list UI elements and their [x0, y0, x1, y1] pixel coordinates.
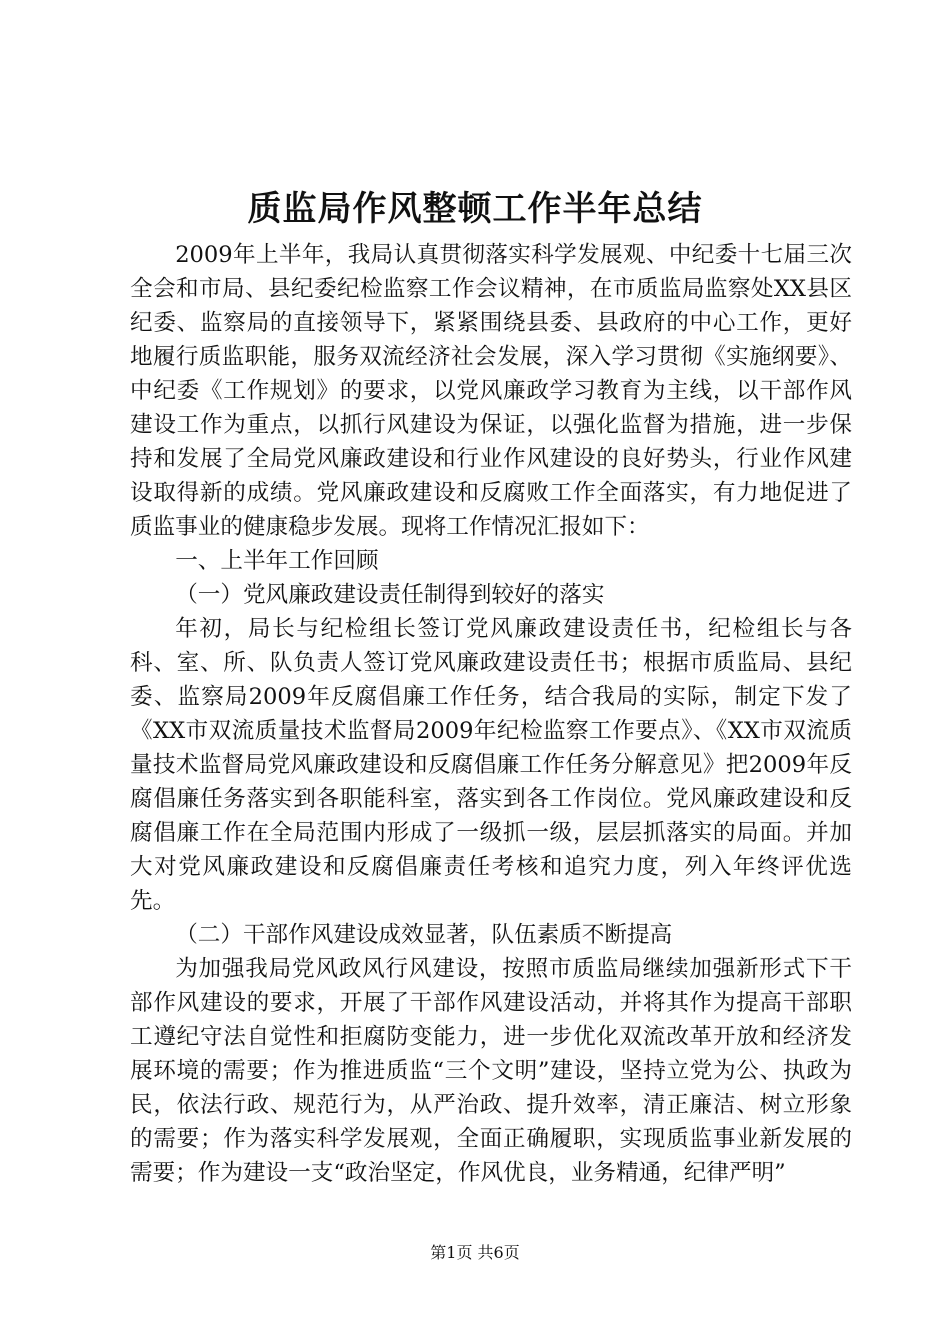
document-body — [130, 238, 852, 1190]
paragraph-responsibility: 年初，局长与纪检组长签订党风廉政建设责任书，纪检组长与各科、室、所、队负责人签订党风廉政建设责任书；根据市质监局、县纪委、监察局2009年反腐倡廉工作任务，结合我局的实际，制定下发了《XX市双流质量技术监督局2009年纪检监察工作要点》、《XX市双流质量技术监督局党风廉政建设和反腐倡廉工作任务分解意见》把2009年反腐倡廉任务落实到各职能科室，落实到各工作岗位。党风廉政建设和反腐倡廉工作在全局范围内形成了一级抓一级，层层抓落实的局面。并加大对党风廉政建设和反腐倡廉责任考核和追究力度，列入年终评优选先。 — [130, 616, 852, 914]
page-footer: 第1页 共6页 — [430, 1243, 520, 1262]
document-title: 质监局作风整顿工作半年总结 — [247, 189, 703, 229]
section-heading-review: 一、上半年工作回顾 — [175, 548, 379, 574]
paragraph-intro: 2009年上半年，我局认真贯彻落实科学发展观、中纪委十七届三次全会和市局、县纪委纪检监察工作会议精神，在市质监局监察处XX县区纪委、监察局的直接领导下，紧紧围绕县委、县政府的中心工作，更好地履行质监职能，服务双流经济社会发展，深入学习贯彻《实施纲要》、中纪委《工作规划》的要求，以党风廉政学习教育为主线，以干部作风建设工作为重点，以抓行风建设为保证，以强化监督为措施，进一步保持和发展了全局党风廉政建设和行业作风建设的良好势头，行业作风建设取得新的成绩。党风廉政建设和反腐败工作全面落实，有力地促进了质监事业的健康稳步发展。现将工作情况汇报如下： — [130, 242, 852, 540]
subsection-heading-cadre-style: （二）干部作风建设成效显著，队伍素质不断提高 — [175, 922, 673, 948]
subsection-heading-responsibility: （一）党风廉政建设责任制得到较好的落实 — [175, 582, 605, 608]
paragraph-cadre-style: 为加强我局党风政风行风建设，按照市质监局继续加强新形式下干部作风建设的要求，开展了干部作风建设活动，并将其作为提高干部职工遵纪守法自觉性和拒腐防变能力，进一步优化双流改革开放和经济发展环境的需要；作为推进质监“三个文明”建设，坚持立党为公、执政为民，依法行政、规范行为，从严治政、提升效率，清正廉洁、树立形象的需要；作为落实科学发展观，全面正确履职，实现质监事业新发展的需要；作为建设一支“政治坚定，作风优良，业务精通，纪律严明” — [130, 956, 852, 1186]
